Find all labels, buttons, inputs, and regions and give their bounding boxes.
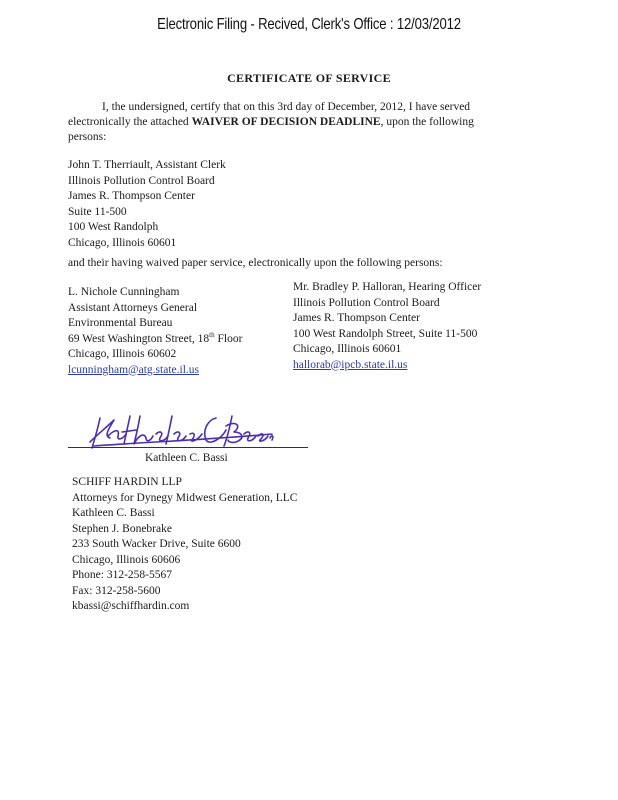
left-recipient-city: Chicago, Illinois 60602	[68, 348, 177, 360]
left-recipient-name: L. Nichole Cunningham	[68, 286, 180, 298]
left-recipient-email-link[interactable]: lcunningham@atg.state.il.us	[68, 363, 199, 376]
intro-line-3: persons:	[68, 131, 107, 143]
right-recipient-building: James R. Thompson Center	[293, 312, 420, 324]
clerk-address-block	[68, 158, 226, 251]
firm-attorney-2: Stephen J. Bonebrake	[72, 522, 172, 535]
firm-name: SCHIFF HARDIN LLP	[72, 476, 182, 488]
right-recipient-email-link[interactable]: hallorab@ipcb.state.il.us	[293, 358, 408, 371]
intro-line-2: electronically the attached WAIVER OF DECISION DEADLINE, upon the following	[68, 116, 474, 128]
firm-city: Chicago, Illinois 60606	[72, 553, 181, 566]
left-recipient-street: 69 West Washington Street, 18th Floor	[68, 330, 243, 345]
right-recipient-block	[293, 280, 481, 373]
firm-client: Attorneys for Dynegy Midwest Generation, LLC	[72, 491, 298, 504]
firm-email: kbassi@schiffhardin.com	[72, 600, 190, 612]
document-title: CERTIFICATE OF SERVICE	[227, 71, 391, 85]
left-recipient-block	[68, 285, 242, 378]
clerk-building: James R. Thompson Center	[68, 190, 195, 202]
firm-signature-block	[72, 475, 297, 615]
electronic-filing-header: Electronic Filing - Recived, Clerk's Office : 12/03/2012	[157, 16, 461, 33]
left-recipient-bureau: Environmental Bureau	[68, 317, 173, 329]
firm-phone: Phone: 312-258-5567	[72, 569, 172, 581]
firm-attorney-1: Kathleen C. Bassi	[72, 507, 155, 519]
signature-line	[68, 447, 308, 448]
intro-line-1: I, the undersigned, certify that on this 3rd day of December, 2012, I have served	[102, 101, 471, 113]
right-recipient-street: 100 West Randolph Street, Suite 11-500	[293, 327, 478, 340]
clerk-suite: Suite 11-500	[68, 205, 127, 218]
waived-service-line: and their having waived paper service, electronically upon the following persons:	[68, 257, 443, 269]
document-name: WAIVER OF DECISION DEADLINE	[191, 116, 381, 128]
left-recipient-title: Assistant Attorneys General	[68, 301, 198, 314]
firm-fax: Fax: 312-258-5600	[72, 584, 161, 597]
right-recipient-city: Chicago, Illinois 60601	[293, 343, 402, 355]
right-recipient-name: Mr. Bradley P. Halloran, Hearing Officer	[293, 281, 482, 293]
signature-printed-name: Kathleen C. Bassi	[145, 452, 228, 464]
clerk-name: John T. Therriault, Assistant Clerk	[68, 159, 226, 171]
firm-street: 233 South Wacker Drive, Suite 6600	[72, 538, 241, 550]
clerk-city: Chicago, Illinois 60601	[68, 236, 177, 249]
clerk-street: 100 West Randolph	[68, 221, 159, 233]
right-recipient-board: Illinois Pollution Control Board	[293, 296, 440, 309]
clerk-board: Illinois Pollution Control Board	[68, 174, 215, 187]
